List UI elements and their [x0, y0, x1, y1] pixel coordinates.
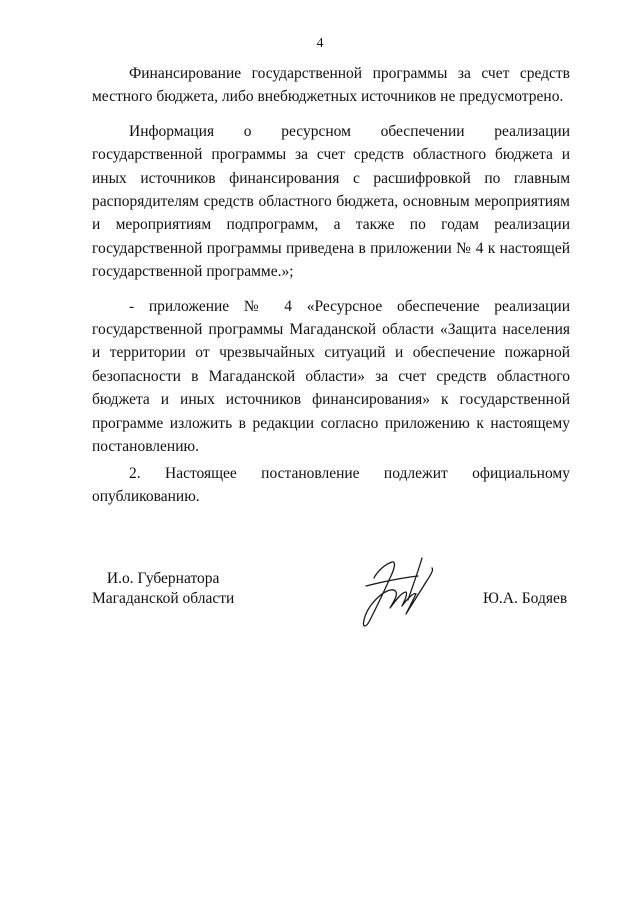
- page-number: 4: [316, 36, 324, 51]
- paragraph-publication: 2. Настоящее постановление подлежит официальному опубликованию.: [92, 464, 570, 505]
- document-body: [92, 62, 570, 519]
- handwritten-signature: [352, 548, 438, 632]
- signatory-position-line2: Магаданской области: [92, 590, 235, 607]
- signatory-position-line1: И.о. Губернатора: [106, 570, 220, 587]
- paragraph-appendix-4: - приложение № 4 «Ресурсное обеспечение реализации государственной программы Магаданской области «Защита населения и территории от чрезвычайных ситуаций и обеспечение пожарной безопасности в Магаданской области» за счет средств областного бюджета и иных источников финансирования» к государственной программе изложить в редакции согласно приложению к настоящему постановлению.: [92, 297, 570, 456]
- signatory-position: [92, 569, 234, 609]
- paragraph-funding: Финансирование государственной программы за счет средств местного бюджета, либо внебюджетных источников не предусмотрено.: [92, 65, 570, 106]
- signatory-name: Ю.А. Бодяев: [483, 590, 568, 607]
- paragraph-resource-info: Информация о ресурсном обеспечении реализации государственной программы за счет средств областного бюджета и иных источников финансирования с расшифровкой по главным распорядителям средств областного бюджета, основным мероприятиям и мероприятиям подпрограмм, а также по годам реализации государственной программы приведена в приложении № 4 к настоящей государственной программе.»;: [92, 122, 570, 281]
